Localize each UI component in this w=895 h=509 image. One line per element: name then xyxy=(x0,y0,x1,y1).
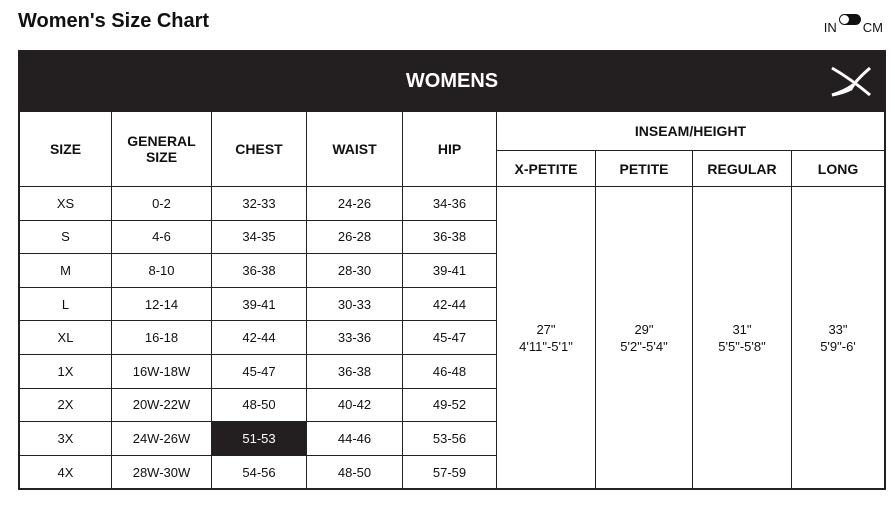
inseam-value: 29" xyxy=(634,321,654,337)
table-cell: 36-38 xyxy=(307,354,403,388)
table-cell: 28-30 xyxy=(307,254,403,288)
table-cell: 32-33 xyxy=(212,187,307,221)
header-long: LONG xyxy=(792,151,885,187)
inseam-cell xyxy=(792,187,885,489)
table-cell: 4X xyxy=(20,455,112,489)
table-cell: 4-6 xyxy=(112,220,212,254)
table-cell: 26-28 xyxy=(307,220,403,254)
header-hip: HIP xyxy=(403,112,497,187)
table-cell: 16W-18W xyxy=(112,354,212,388)
table-cell: M xyxy=(20,254,112,288)
unit-cm-label: CM xyxy=(862,20,883,35)
header-waist: WAIST xyxy=(307,112,403,187)
table-cell: 34-36 xyxy=(403,187,497,221)
table-cell: 40-42 xyxy=(307,388,403,422)
table-cell: 42-44 xyxy=(212,321,307,355)
header-x-petite: X-PETITE xyxy=(497,151,596,187)
height-range: 4'11"-5'1" xyxy=(519,338,573,354)
table-cell: 8-10 xyxy=(112,254,212,288)
size-chart xyxy=(18,50,886,490)
table-cell: 48-50 xyxy=(212,388,307,422)
header-chest: CHEST xyxy=(212,112,307,187)
header-regular: REGULAR xyxy=(693,151,792,187)
table-cell: 53-56 xyxy=(403,422,497,456)
chart-header xyxy=(19,51,885,111)
table-cell: 28W-30W xyxy=(112,455,212,489)
brand-logo-icon xyxy=(829,65,873,99)
table-cell: 36-38 xyxy=(212,254,307,288)
table-cell: 36-38 xyxy=(403,220,497,254)
table-cell: 54-56 xyxy=(212,455,307,489)
table-cell: 33-36 xyxy=(307,321,403,355)
table-cell: 44-46 xyxy=(307,422,403,456)
unit-toggle[interactable] xyxy=(824,14,883,35)
header-inseam-height: INSEAM/HEIGHT xyxy=(497,112,885,151)
table-cell: 30-33 xyxy=(307,287,403,321)
table-cell: 24W-26W xyxy=(112,422,212,456)
header-petite: PETITE xyxy=(596,151,693,187)
height-range: 5'5"-5'8" xyxy=(718,338,766,354)
table-cell: 24-26 xyxy=(307,187,403,221)
unit-in-label: IN xyxy=(823,20,837,35)
inseam-cell xyxy=(596,187,693,489)
table-cell: 39-41 xyxy=(403,254,497,288)
table-cell: 20W-22W xyxy=(112,388,212,422)
table-cell: 39-41 xyxy=(212,287,307,321)
header-general-size: GENERAL SIZE xyxy=(112,112,212,187)
table-cell: 46-48 xyxy=(403,354,497,388)
table-cell: 2X xyxy=(20,388,112,422)
table-cell: 16-18 xyxy=(112,321,212,355)
size-table xyxy=(19,111,885,489)
table-cell: XL xyxy=(20,321,112,355)
header-size: SIZE xyxy=(20,112,112,187)
table-cell: 1X xyxy=(20,354,112,388)
table-cell: 0-2 xyxy=(112,187,212,221)
chart-title: WOMENS xyxy=(405,69,499,92)
inseam-cell xyxy=(693,187,792,489)
table-cell: 48-50 xyxy=(307,455,403,489)
table-cell: S xyxy=(20,220,112,254)
table-cell: XS xyxy=(20,187,112,221)
height-range: 5'9"-6' xyxy=(820,338,856,354)
page-title: Women's Size Chart xyxy=(18,10,210,32)
height-range: 5'2"-5'4" xyxy=(620,338,668,354)
table-cell: 57-59 xyxy=(403,455,497,489)
table-cell: 45-47 xyxy=(212,354,307,388)
table-cell: 34-35 xyxy=(212,220,307,254)
inseam-cell xyxy=(497,187,596,489)
inseam-value: 27" xyxy=(536,321,556,337)
table-cell: L xyxy=(20,287,112,321)
table-cell: 51-53 xyxy=(212,422,307,456)
table-cell: 42-44 xyxy=(403,287,497,321)
table-cell: 12-14 xyxy=(112,287,212,321)
table-cell: 3X xyxy=(20,422,112,456)
table-cell: 45-47 xyxy=(403,321,497,355)
toggle-switch[interactable] xyxy=(839,14,861,25)
inseam-value: 31" xyxy=(732,321,752,337)
inseam-value: 33" xyxy=(828,321,848,337)
table-row xyxy=(20,187,885,221)
table-cell: 49-52 xyxy=(403,388,497,422)
